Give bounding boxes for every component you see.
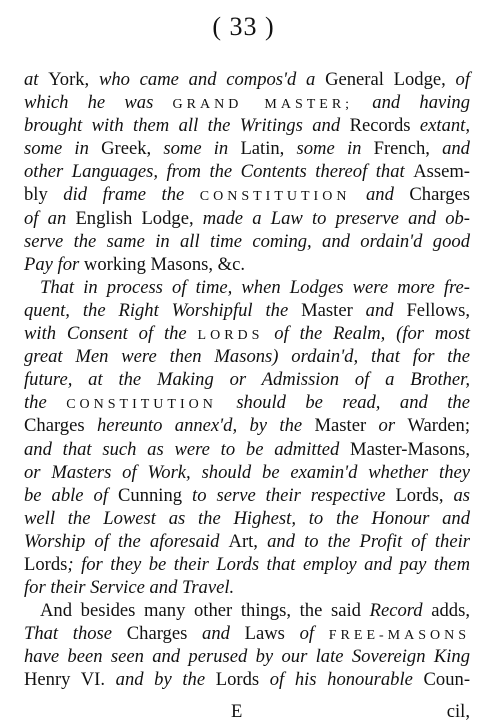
text-segment: Lords — [215, 669, 260, 691]
text-segment: made a Law to preserve and ob- — [193, 207, 470, 229]
text-segment: GRAND MASTER; — [172, 97, 354, 113]
text-segment: a — [306, 69, 316, 90]
text-segment: and — [352, 299, 407, 321]
text-segment: did frame the — [47, 184, 200, 206]
text-segment: Worship of the aforesaid — [24, 530, 229, 552]
text-segment: serve the same in all time coming, and ordain'd good — [24, 230, 470, 252]
text-segment: quent, the Right Worshipful the — [24, 299, 302, 321]
text-line — [24, 207, 470, 230]
text-line — [24, 183, 470, 206]
text-line — [24, 230, 470, 253]
text-segment: who came and compos'd — [89, 69, 307, 90]
text-segment: English Lodge, — [75, 207, 194, 229]
text-segment: Coun- — [423, 669, 471, 691]
text-segment: of — [284, 623, 329, 645]
text-segment: ; for they be their Lords that employ and pay them — [67, 553, 470, 575]
text-line — [24, 68, 470, 91]
text-line — [24, 507, 470, 530]
text-segment: CONSTITUTION — [199, 189, 351, 205]
text-line — [24, 668, 470, 691]
text-segment: for their Service and Travel. — [24, 577, 235, 599]
text-segment: Fellows, — [406, 299, 471, 321]
text-segment: Greek, — [101, 138, 152, 160]
text-segment: of — [445, 69, 470, 90]
text-segment: That in process of time, when Lodges were more fre- — [40, 276, 470, 298]
text-segment: Laws — [244, 623, 285, 645]
text-segment: and — [350, 184, 410, 206]
text-line — [24, 322, 470, 345]
text-line — [24, 484, 470, 507]
text-segment: of an — [24, 207, 76, 229]
text-segment: Master — [301, 299, 353, 321]
text-segment: Cunning — [117, 484, 183, 506]
text-segment: Lords, — [395, 484, 444, 506]
text-segment: or — [366, 415, 408, 437]
text-segment: Master — [314, 415, 367, 437]
text-line — [24, 622, 470, 645]
text-line — [24, 345, 470, 368]
text-segment: adds, — [422, 600, 470, 622]
text-segment: CONSTITUTION — [66, 397, 217, 413]
text-line — [24, 299, 470, 322]
signature-mark: E — [231, 701, 243, 722]
text-segment: Latin, — [240, 138, 285, 160]
text-segment: York, — [48, 69, 90, 90]
text-line — [24, 599, 470, 622]
page-footer — [24, 701, 470, 723]
text-segment: Warden; — [407, 415, 470, 437]
text-segment: working Masons, &c. — [83, 253, 246, 275]
text-segment: Writings — [239, 115, 303, 137]
text-segment: and having — [353, 92, 470, 114]
text-segment: bly — [24, 184, 48, 206]
text-segment: great Men were then Masons) ordain'd, that for the — [24, 346, 470, 368]
text-line — [24, 645, 470, 668]
text-segment: and by the — [105, 669, 216, 691]
text-segment: hereunto annex'd, by the — [84, 415, 315, 437]
text-segment: and — [302, 115, 350, 137]
text-line — [24, 368, 470, 391]
text-line — [24, 253, 470, 276]
text-segment: of his honourable — [259, 669, 424, 691]
text-line — [24, 553, 470, 576]
text-segment: Art, — [228, 530, 258, 552]
text-segment: Assem- — [413, 161, 470, 183]
text-segment: the — [24, 392, 67, 414]
text-segment: FREE-MASONS — [328, 628, 471, 644]
text-segment: extant, — [410, 115, 470, 137]
text-segment: Records — [349, 115, 411, 137]
text-line — [24, 91, 470, 114]
text-segment: brought with them all the — [24, 115, 240, 137]
text-segment: or Masters of Work, should be examin'd whether they — [24, 461, 470, 483]
text-line — [24, 391, 470, 414]
text-segment: That those — [24, 623, 127, 645]
text-segment: as — [443, 484, 470, 506]
text-segment: well the Lowest as the Highest, to the Honour and — [24, 507, 470, 529]
text-segment: and — [429, 138, 470, 160]
text-segment: other Languages, from the Contents thereof that — [24, 161, 414, 183]
text-segment: Pay for — [24, 253, 84, 275]
catchword: cil, — [446, 701, 470, 722]
body-text — [24, 68, 470, 692]
text-segment: Charges — [409, 184, 470, 206]
text-segment: Charges — [24, 415, 85, 437]
text-segment: French, — [373, 138, 430, 160]
text-segment: some in — [151, 138, 241, 160]
text-line — [24, 276, 470, 299]
text-line — [24, 576, 470, 599]
text-segment: which he was — [24, 92, 173, 114]
text-segment: future, at the Making or Admission of a Brother, — [24, 369, 470, 391]
text-line — [24, 137, 470, 160]
text-segment: should be read, and the — [216, 392, 470, 414]
text-segment: and — [187, 623, 245, 645]
text-segment: Record — [369, 600, 423, 622]
text-segment: at — [24, 69, 49, 90]
text-segment: And besides many other things, the said — [40, 600, 370, 622]
text-segment: and to the Profit of their — [257, 530, 470, 552]
text-segment: to serve their respective — [182, 484, 396, 506]
page-number: ( 33 ) — [212, 12, 275, 41]
text-segment: have been seen and perused by our late Sovereign King — [24, 646, 470, 668]
text-segment: Master-Masons, — [350, 438, 470, 460]
text-segment: Lords — [24, 553, 68, 575]
text-segment: General Lodge, — [315, 69, 446, 90]
text-segment: some in — [284, 138, 374, 160]
text-segment: and that such as were to be admitted — [24, 438, 351, 460]
text-segment: with Consent of the — [24, 323, 198, 345]
text-segment: Charges — [126, 623, 188, 645]
text-line — [24, 530, 470, 553]
text-segment: of the Realm, (for most — [263, 323, 470, 345]
text-line — [24, 461, 470, 484]
text-line — [24, 160, 470, 183]
text-line — [24, 114, 470, 137]
text-segment: some in — [24, 138, 102, 160]
text-line — [24, 438, 470, 461]
text-line — [24, 414, 470, 437]
text-segment: LORDS — [197, 328, 264, 344]
text-segment: be able of — [24, 484, 118, 506]
text-segment: Henry VI. — [24, 669, 106, 691]
